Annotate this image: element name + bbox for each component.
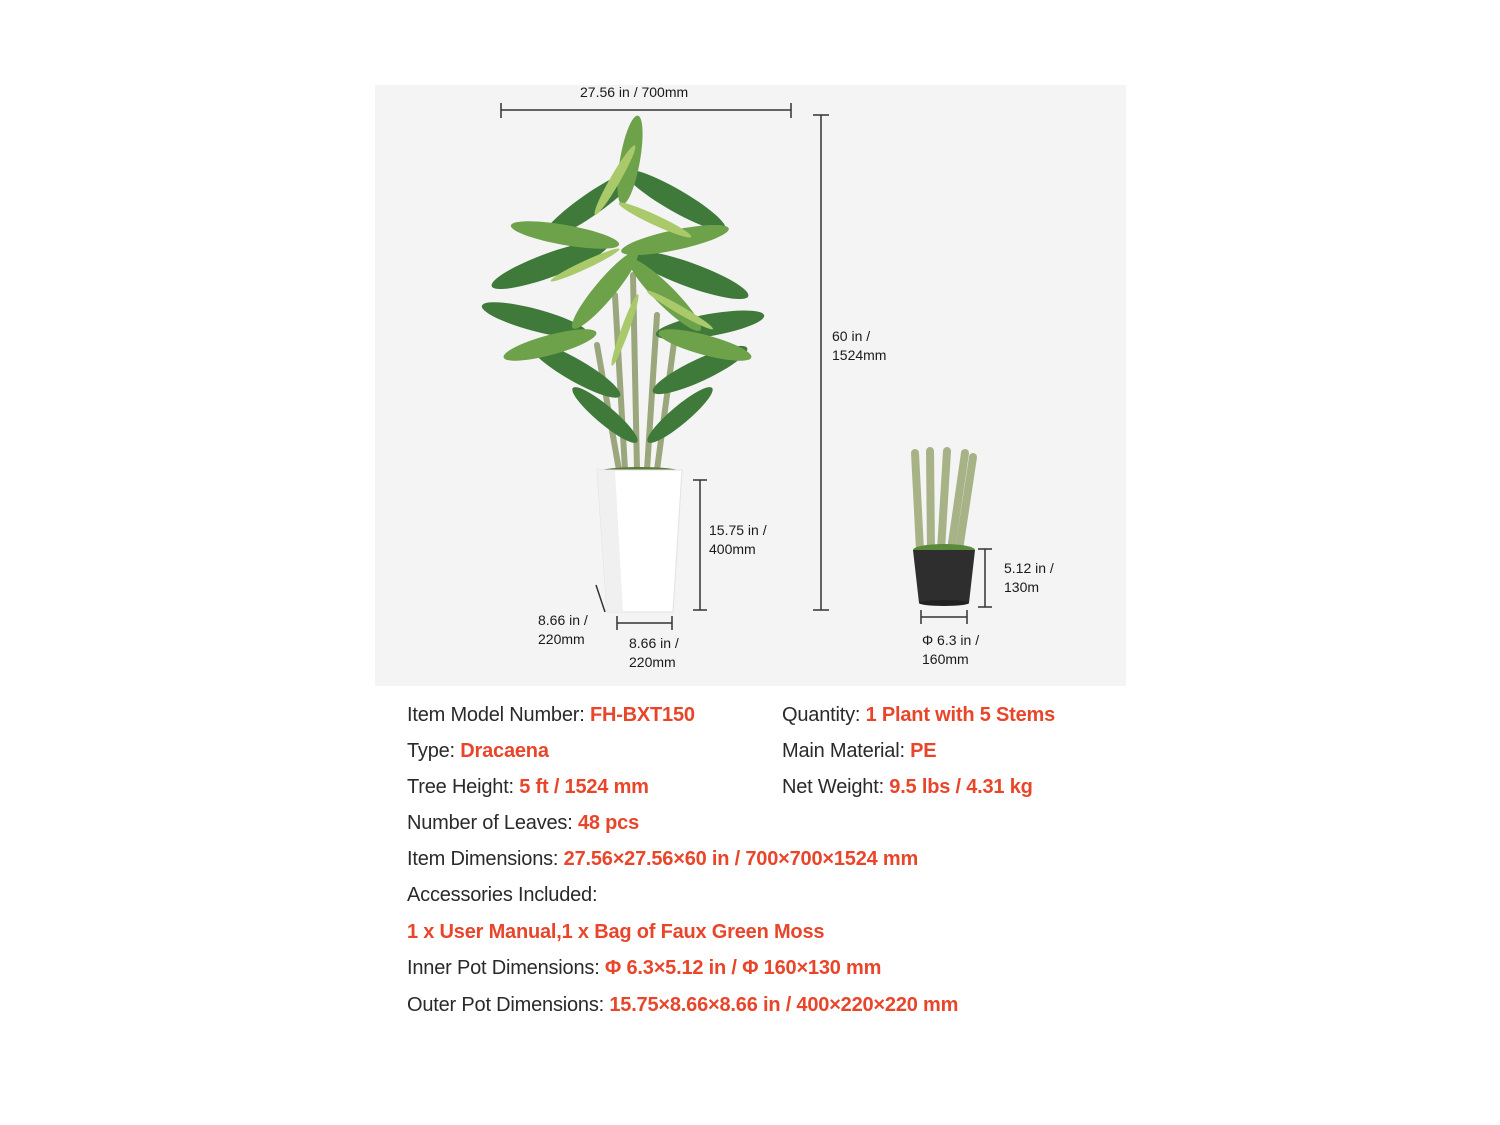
spec-accessories-value: 1 x User Manual,1 x Bag of Faux Green Moss [407,921,825,943]
spec-type: Type: Dracaena [407,740,549,762]
spec-inner-pot-dimensions: Inner Pot Dimensions: Φ 6.3×5.12 in / Φ 160×130 mm [407,957,882,979]
specifications [375,686,1126,1038]
spec-quantity: Quantity: 1 Plant with 5 Stems [782,704,1055,726]
spec-accessories-label: Accessories Included: [407,884,598,906]
inner-pot-diameter-label: Φ 6.3 in / 160mm [922,632,980,667]
spec-number-of-leaves: Number of Leaves: 48 pcs [407,812,640,834]
pot-depth-label: 8.66 in / 220mm [538,612,588,647]
pot-width-label: 8.66 in / 220mm [629,635,679,670]
spec-outer-pot-dimensions: Outer Pot Dimensions: 15.75×8.66×8.66 in / 400×220×220 mm [407,994,959,1016]
spec-tree-height: Tree Height: 5 ft / 1524 mm [407,776,649,798]
width-dimension-label: 27.56 in / 700mm [580,84,689,100]
white-planter [597,467,682,612]
inner-pot [913,451,975,606]
spec-net-weight: Net Weight: 9.5 lbs / 4.31 kg [782,776,1033,798]
spec-main-material: Main Material: PE [782,740,937,762]
product-image [375,85,1126,686]
spec-item-dimensions: Item Dimensions: 27.56×27.56×60 in / 700×700×1524 mm [407,848,919,870]
height-dimension-label: 60 in / 1524mm [832,328,887,363]
spec-model-number: Item Model Number: FH-BXT150 [407,704,695,726]
product-spec-card [375,85,1126,1038]
inner-pot-height-label: 5.12 in / 130m [1004,560,1054,595]
pot-height-label: 15.75 in / 400mm [709,522,767,557]
